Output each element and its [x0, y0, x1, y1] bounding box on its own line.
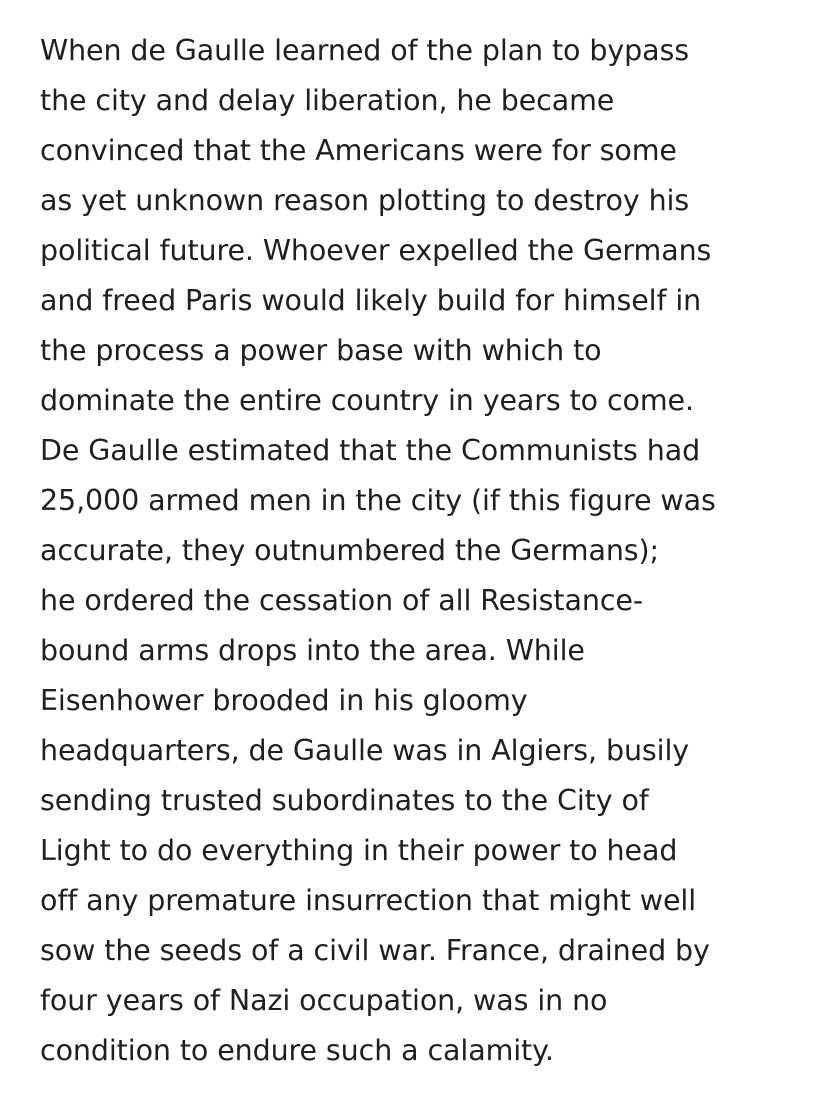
text-line: 25,000 armed men in the city (if this figure was [40, 484, 716, 517]
text-line: When de Gaulle learned of the plan to bypass [40, 34, 689, 67]
text-line: accurate, they outnumbered the Germans); [40, 534, 660, 567]
text-line: and freed Paris would likely build for himself in [40, 284, 702, 317]
text-line: he ordered the cessation of all Resistance- [40, 584, 644, 617]
body-paragraph [40, 26, 800, 1076]
text-line: headquarters, de Gaulle was in Algiers, busily [40, 734, 690, 767]
text-line: the city and delay liberation, he became [40, 84, 615, 117]
text-line: as yet unknown reason plotting to destroy his [40, 184, 690, 217]
text-line: political future. Whoever expelled the Germans [40, 234, 712, 267]
text-line: Light to do everything in their power to head [40, 834, 678, 867]
text-line: sending trusted subordinates to the City of [40, 784, 649, 817]
text-line: the process a power base with which to [40, 334, 602, 367]
text-line: convinced that the Americans were for some [40, 134, 677, 167]
text-line: four years of Nazi occupation, was in no [40, 984, 608, 1017]
text-line: bound arms drops into the area. While [40, 634, 585, 667]
text-line: condition to endure such a calamity. [40, 1034, 554, 1067]
text-line: De Gaulle estimated that the Communists had [40, 434, 701, 467]
text-line: off any premature insurrection that might well [40, 884, 697, 917]
text-line: Eisenhower brooded in his gloomy [40, 684, 528, 717]
text-line: dominate the entire country in years to come. [40, 384, 694, 417]
text-line: sow the seeds of a civil war. France, drained by [40, 934, 710, 967]
